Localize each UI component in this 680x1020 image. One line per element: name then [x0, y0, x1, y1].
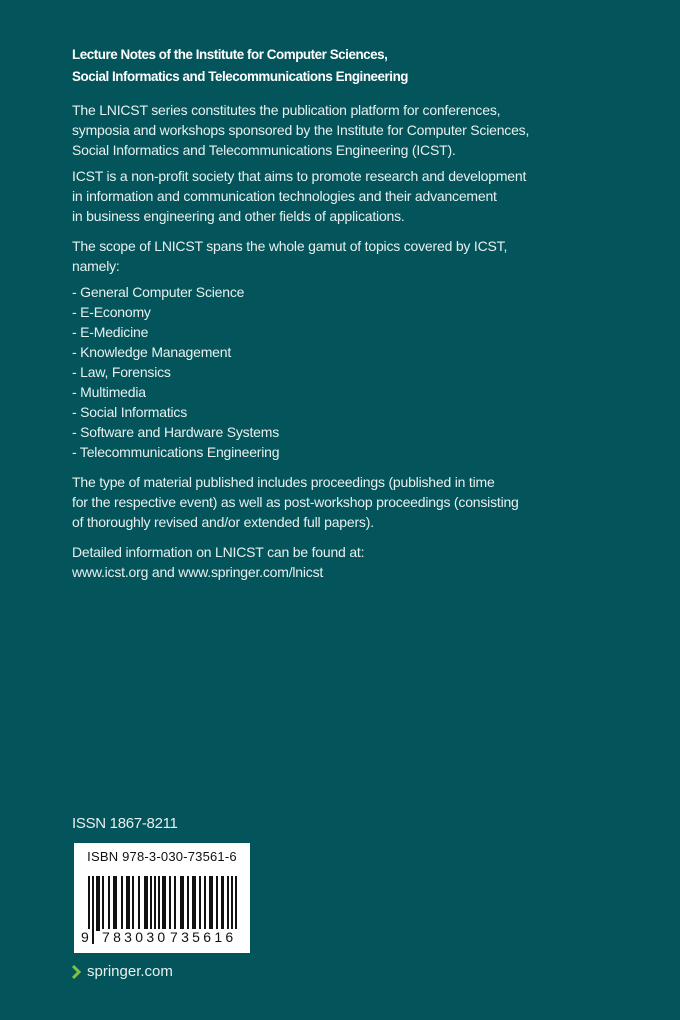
text-line: Social Informatics and Telecommunications Engineering (ICST).	[72, 142, 456, 158]
barcode-digits-right: 735616	[170, 929, 237, 945]
text-line: symposia and workshops sponsored by the Institute for Computer Sciences,	[72, 122, 530, 138]
barcode-digit-first: 9	[81, 929, 89, 945]
text-line: in business engineering and other fields of applications.	[72, 208, 405, 224]
barcode-digits-left: 783030	[102, 929, 169, 945]
text-line: The scope of LNICST spans the whole gamut of topics covered by ICST,	[72, 238, 508, 254]
topic-item: - Multimedia	[72, 384, 146, 400]
isbn-label: ISBN 978-3-030-73561-6	[87, 849, 237, 864]
topic-list	[72, 282, 552, 462]
topic-item: - Law, Forensics	[72, 364, 171, 380]
publisher-link-text[interactable]: springer.com	[87, 963, 173, 980]
chevron-right-icon	[72, 965, 81, 979]
topic-item: - E-Economy	[72, 304, 151, 320]
series-title-line: Social Informatics and Telecommunications Engineering	[72, 69, 409, 84]
scope-paragraph	[72, 236, 552, 276]
text-line: The LNICST series constitutes the publication platform for conferences,	[72, 102, 501, 118]
text-line: in information and communication technologies and their advancement	[72, 188, 497, 204]
topic-item: - Telecommunications Engineering	[72, 444, 280, 460]
text-line: The type of material published includes proceedings (published in time	[72, 474, 495, 490]
series-title-line: Lecture Notes of the Institute for Computer Sciences,	[72, 47, 388, 62]
info-paragraph	[72, 542, 552, 582]
icst-paragraph	[72, 166, 552, 226]
text-line: for the respective event) as well as post-workshop proceedings (consisting	[72, 494, 519, 510]
text-line: Detailed information on LNICST can be found at:	[72, 544, 365, 560]
barcode	[74, 843, 250, 953]
material-paragraph	[72, 472, 552, 532]
topic-item: - Social Informatics	[72, 404, 188, 420]
text-line: namely:	[72, 258, 120, 274]
info-links: www.icst.org and www.springer.com/lnicst	[72, 564, 324, 580]
issn-label: ISSN 1867-8211	[72, 815, 178, 832]
topic-item: - Knowledge Management	[72, 344, 232, 360]
topic-item: - Software and Hardware Systems	[72, 424, 279, 440]
topic-item: - General Computer Science	[72, 284, 245, 300]
series-title	[72, 44, 552, 88]
publisher-link[interactable]	[72, 963, 173, 980]
text-line: of thoroughly revised and/or extended full papers).	[72, 514, 374, 530]
intro-paragraph	[72, 100, 552, 160]
text-line: ICST is a non-profit society that aims to promote research and development	[72, 168, 527, 184]
topic-item: - E-Medicine	[72, 324, 149, 340]
back-cover-content	[72, 44, 552, 588]
